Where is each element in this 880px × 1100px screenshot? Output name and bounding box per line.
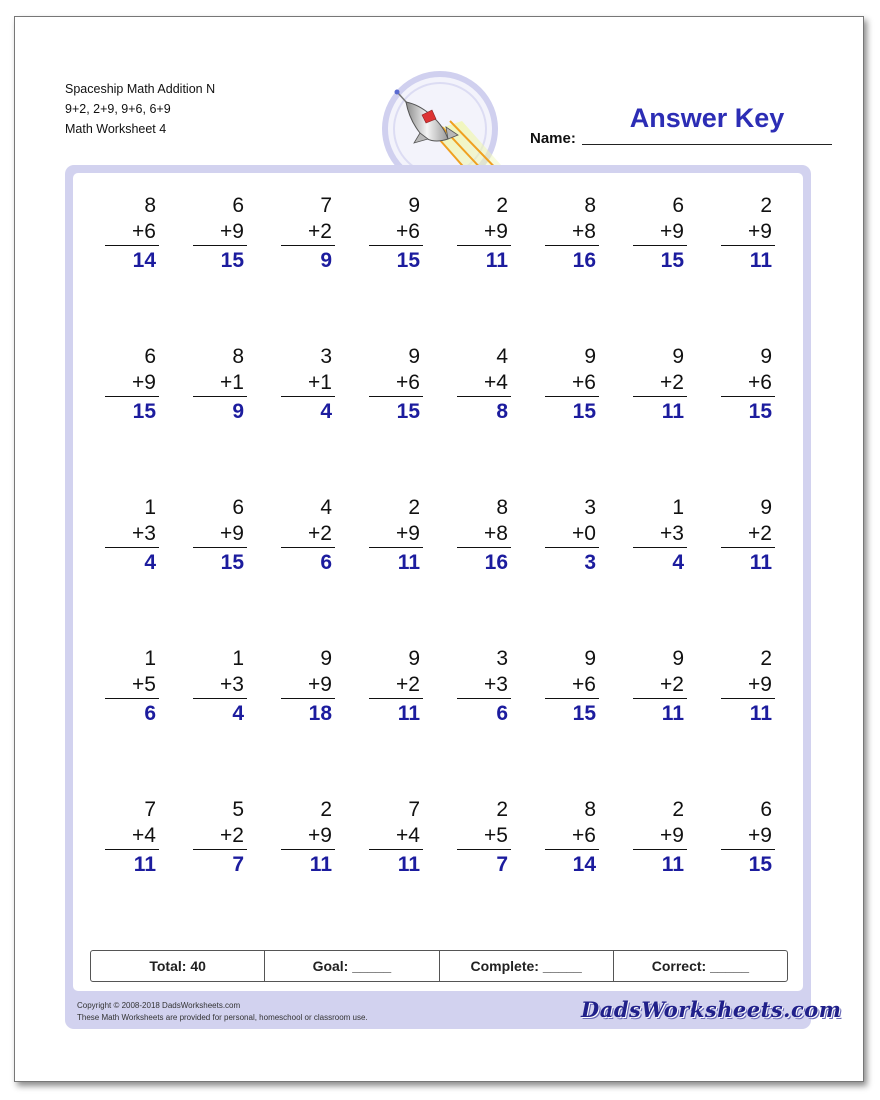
addend-top: 8 [144, 194, 156, 217]
addend-bottom: +2 [633, 672, 687, 699]
problem-2-2 [193, 344, 247, 427]
problem-5-2 [193, 797, 247, 880]
complete-cell: Complete: _____ [440, 951, 614, 981]
copyright: Copyright © 2008-2018 DadsWorksheets.com [77, 1001, 241, 1010]
answer: 15 [572, 702, 596, 725]
problem-2-5 [457, 344, 511, 427]
problem-2-6 [545, 344, 599, 427]
answer: 15 [132, 400, 156, 423]
addend-top: 2 [760, 194, 772, 217]
problem-1-7 [633, 193, 687, 276]
addend-bottom: +2 [633, 370, 687, 397]
problem-5-8 [721, 797, 775, 880]
addend-top: 2 [496, 798, 508, 821]
problem-3-4 [369, 495, 423, 578]
addend-bottom: +2 [193, 823, 247, 850]
addend-bottom: +2 [369, 672, 423, 699]
addend-top: 9 [584, 345, 596, 368]
answer: 11 [749, 551, 772, 574]
addend-bottom: +9 [193, 219, 247, 246]
answer: 8 [496, 400, 508, 423]
answer: 18 [308, 702, 332, 725]
addend-bottom: +3 [193, 672, 247, 699]
problem-4-7 [633, 646, 687, 729]
addend-top: 8 [496, 496, 508, 519]
problem-2-7 [633, 344, 687, 427]
answer: 4 [672, 551, 684, 574]
addend-top: 2 [320, 798, 332, 821]
problem-3-5 [457, 495, 511, 578]
addend-top: 9 [760, 345, 772, 368]
problem-5-3 [281, 797, 335, 880]
total-cell: Total: 40 [91, 951, 265, 981]
problem-2-8 [721, 344, 775, 427]
problem-5-5 [457, 797, 511, 880]
addend-top: 9 [408, 194, 420, 217]
answer: 15 [572, 400, 596, 423]
addend-bottom: +9 [721, 823, 775, 850]
answer: 11 [397, 551, 420, 574]
addend-top: 8 [232, 345, 244, 368]
answer: 15 [220, 551, 244, 574]
answer: 9 [320, 249, 332, 272]
addend-top: 1 [672, 496, 684, 519]
problem-2-3 [281, 344, 335, 427]
problem-5-4 [369, 797, 423, 880]
worksheet-page [14, 16, 864, 1082]
problem-4-1 [105, 646, 159, 729]
name-field [530, 103, 832, 147]
problem-3-6 [545, 495, 599, 578]
usage-notice: These Math Worksheets are provided for personal, homeschool or classroom use. [77, 1013, 368, 1022]
answer: 4 [144, 551, 156, 574]
answer: 11 [661, 702, 684, 725]
score-bar [90, 950, 788, 982]
addend-bottom: +4 [369, 823, 423, 850]
problem-frame [65, 165, 811, 1029]
addend-bottom: +6 [545, 823, 599, 850]
answer: 14 [572, 853, 596, 876]
goal-cell: Goal: _____ [265, 951, 439, 981]
problem-4-5 [457, 646, 511, 729]
problem-1-8 [721, 193, 775, 276]
answer: 16 [484, 551, 508, 574]
answer: 11 [749, 702, 772, 725]
addend-top: 9 [320, 647, 332, 670]
addend-bottom: +9 [369, 521, 423, 548]
addend-top: 3 [584, 496, 596, 519]
problem-2-4 [369, 344, 423, 427]
worksheet-number: Math Worksheet 4 [65, 122, 167, 136]
addend-top: 6 [232, 496, 244, 519]
problem-4-6 [545, 646, 599, 729]
answer: 15 [660, 249, 684, 272]
addend-top: 8 [584, 798, 596, 821]
answer: 11 [749, 249, 772, 272]
addend-bottom: +5 [105, 672, 159, 699]
answer: 16 [572, 249, 596, 272]
answer: 11 [661, 400, 684, 423]
problem-area [73, 173, 803, 991]
addend-bottom: +4 [457, 370, 511, 397]
answer: 4 [232, 702, 244, 725]
problem-2-1 [105, 344, 159, 427]
problem-1-2 [193, 193, 247, 276]
addend-top: 2 [672, 798, 684, 821]
addend-top: 1 [144, 647, 156, 670]
problem-1-1 [105, 193, 159, 276]
answer: 11 [133, 853, 156, 876]
problem-3-8 [721, 495, 775, 578]
worksheet-title: Spaceship Math Addition N [65, 82, 216, 96]
addend-bottom: +6 [369, 370, 423, 397]
addend-bottom: +6 [545, 672, 599, 699]
footer-text [77, 1000, 368, 1024]
addend-bottom: +9 [633, 823, 687, 850]
problem-4-3 [281, 646, 335, 729]
addend-top: 6 [144, 345, 156, 368]
addend-top: 1 [232, 647, 244, 670]
answer: 14 [132, 249, 156, 272]
addend-top: 3 [496, 647, 508, 670]
problem-5-7 [633, 797, 687, 880]
addend-bottom: +4 [105, 823, 159, 850]
addend-top: 8 [584, 194, 596, 217]
problem-5-1 [105, 797, 159, 880]
addend-top: 5 [232, 798, 244, 821]
addend-top: 6 [672, 194, 684, 217]
addend-bottom: +9 [721, 672, 775, 699]
addend-top: 9 [584, 647, 596, 670]
addend-top: 6 [760, 798, 772, 821]
addend-bottom: +2 [281, 521, 335, 548]
problem-1-3 [281, 193, 335, 276]
answer: 11 [397, 853, 420, 876]
brand-logo: DadsWorksheets.com [581, 997, 842, 1022]
addend-bottom: +9 [633, 219, 687, 246]
answer: 15 [220, 249, 244, 272]
addend-bottom: +1 [193, 370, 247, 397]
answer: 15 [748, 400, 772, 423]
answer: 15 [396, 249, 420, 272]
addend-bottom: +5 [457, 823, 511, 850]
problem-3-7 [633, 495, 687, 578]
addend-bottom: +3 [633, 521, 687, 548]
addend-top: 4 [320, 496, 332, 519]
addend-top: 9 [760, 496, 772, 519]
problem-3-3 [281, 495, 335, 578]
addend-top: 9 [408, 647, 420, 670]
addend-top: 2 [760, 647, 772, 670]
addend-bottom: +2 [721, 521, 775, 548]
problem-1-5 [457, 193, 511, 276]
name-label: Name: [530, 130, 576, 147]
title-block [65, 79, 215, 139]
answer-key-heading: Answer Key [629, 103, 785, 133]
addend-bottom: +9 [281, 672, 335, 699]
answer: 15 [396, 400, 420, 423]
addend-top: 1 [144, 496, 156, 519]
addend-bottom: +3 [457, 672, 511, 699]
answer: 11 [661, 853, 684, 876]
addend-top: 7 [408, 798, 420, 821]
addend-top: 3 [320, 345, 332, 368]
problem-1-4 [369, 193, 423, 276]
answer: 15 [748, 853, 772, 876]
problem-4-4 [369, 646, 423, 729]
answer: 11 [397, 702, 420, 725]
problem-3-2 [193, 495, 247, 578]
addend-bottom: +2 [281, 219, 335, 246]
addend-bottom: +0 [545, 521, 599, 548]
addend-top: 7 [320, 194, 332, 217]
problem-5-6 [545, 797, 599, 880]
addend-top: 9 [672, 345, 684, 368]
answer: 6 [320, 551, 332, 574]
problem-1-6 [545, 193, 599, 276]
answer: 9 [232, 400, 244, 423]
answer: 7 [496, 853, 508, 876]
answer: 11 [309, 853, 332, 876]
addend-bottom: +6 [369, 219, 423, 246]
addend-top: 2 [408, 496, 420, 519]
answer: 3 [584, 551, 596, 574]
problem-3-1 [105, 495, 159, 578]
addend-bottom: +9 [193, 521, 247, 548]
addend-bottom: +8 [545, 219, 599, 246]
worksheet-facts: 9+2, 2+9, 9+6, 6+9 [65, 102, 171, 116]
addend-top: 4 [496, 345, 508, 368]
addend-bottom: +9 [105, 370, 159, 397]
addend-bottom: +6 [105, 219, 159, 246]
addend-bottom: +9 [281, 823, 335, 850]
answer: 7 [232, 853, 244, 876]
addend-top: 7 [144, 798, 156, 821]
problem-4-8 [721, 646, 775, 729]
addend-top: 9 [408, 345, 420, 368]
name-line [582, 144, 832, 145]
addend-bottom: +6 [545, 370, 599, 397]
problem-grid [105, 193, 797, 913]
addend-bottom: +6 [721, 370, 775, 397]
addend-top: 9 [672, 647, 684, 670]
answer: 6 [144, 702, 156, 725]
correct-cell: Correct: _____ [651, 958, 750, 974]
addend-top: 6 [232, 194, 244, 217]
answer: 11 [485, 249, 508, 272]
problem-4-2 [193, 646, 247, 729]
answer: 6 [496, 702, 508, 725]
answer: 4 [320, 400, 332, 423]
addend-bottom: +9 [457, 219, 511, 246]
addend-bottom: +3 [105, 521, 159, 548]
addend-top: 2 [496, 194, 508, 217]
addend-bottom: +1 [281, 370, 335, 397]
addend-bottom: +9 [721, 219, 775, 246]
addend-bottom: +8 [457, 521, 511, 548]
